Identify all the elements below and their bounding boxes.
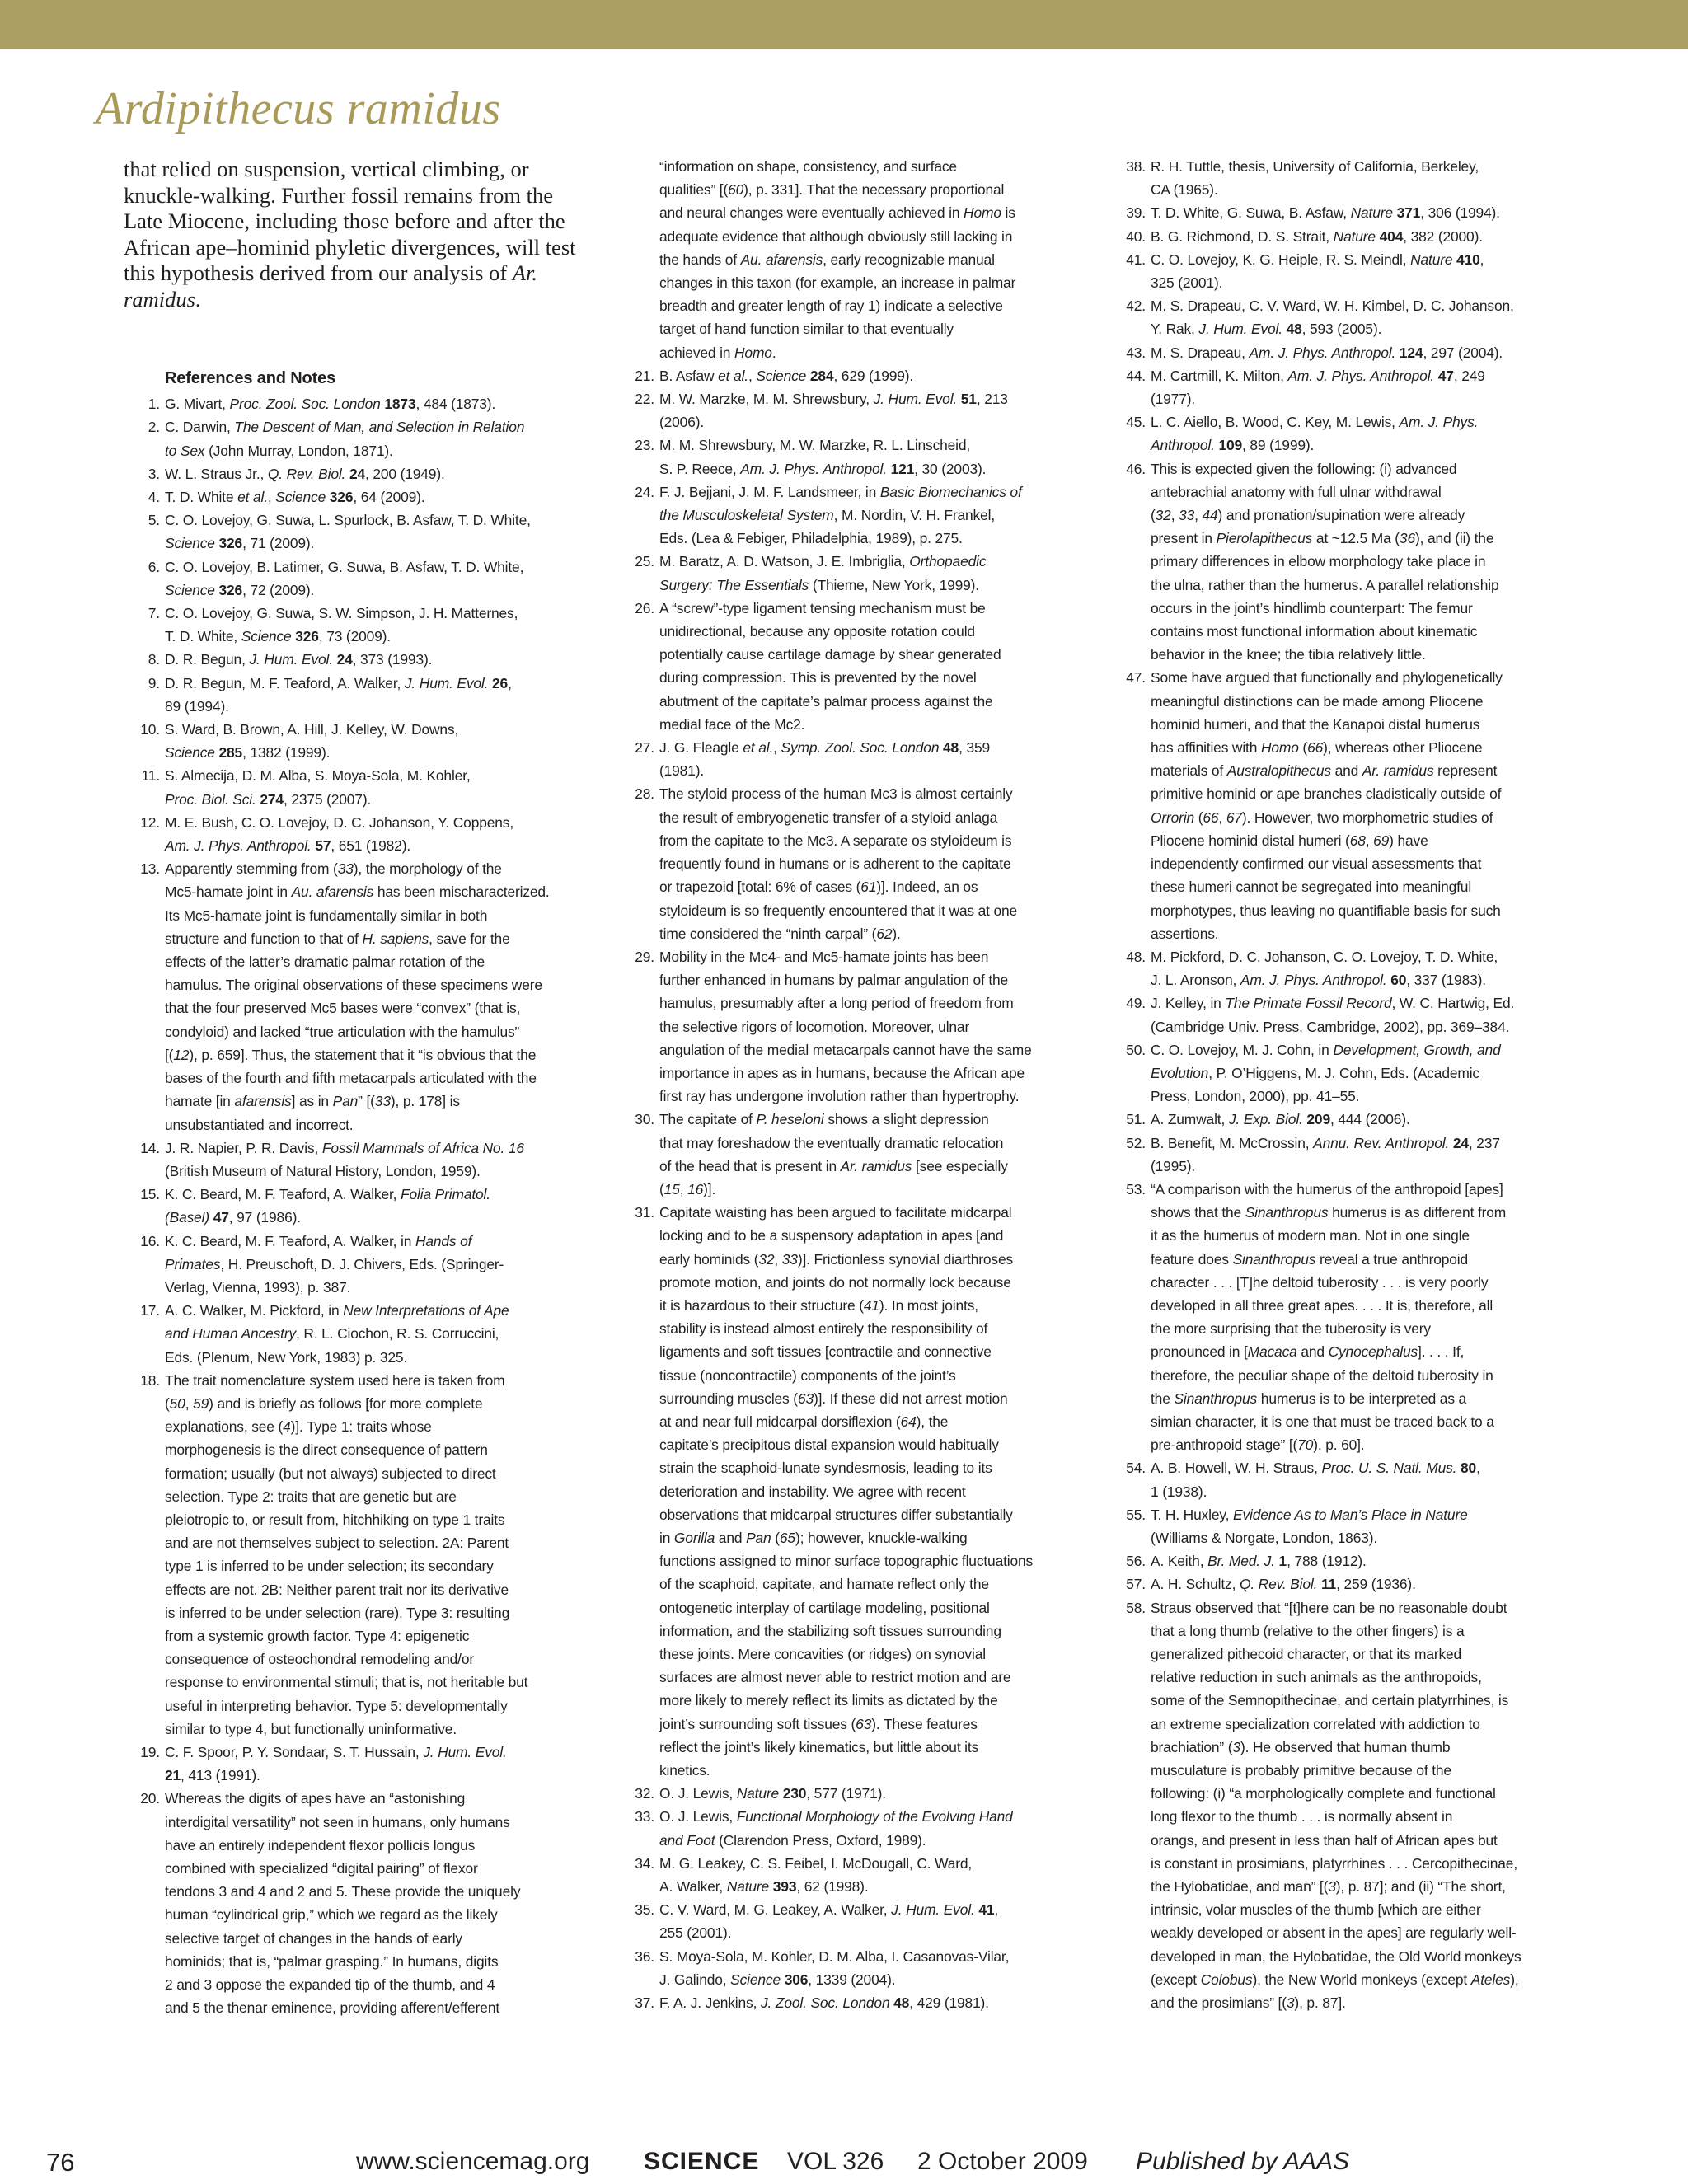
footer-url: www.sciencemag.org (356, 2148, 590, 2175)
reference-number: 57. (1126, 1576, 1146, 1593)
reference-number: 49. (1126, 995, 1146, 1012)
reference-text: B. Benefit, M. McCrossin, Annu. Rev. Anthropol. 24, 237 (1995). (1151, 1134, 1500, 1174)
reference-text: Mobility in the Mc4- and Mc5-hamate joints has been further enhanced in humans by palmar angulation of the hamulus, presumably after a long period of freedom from the selective rigors of locomotion. Moreover, ulnar angulation of the medial metacarpals cannot have the same importance in apes as in humans, because the African ape first ray has undergone involution rather than hypertrophy. (659, 948, 1032, 1105)
reference-item (628, 1201, 1080, 1782)
reference-item (628, 736, 1080, 782)
reference-text: A. Zumwalt, J. Exp. Biol. 209, 444 (2006). (1151, 1111, 1410, 1128)
reference-item (1119, 248, 1573, 294)
reference-text: F. A. J. Jenkins, J. Zool. Soc. London 48, 429 (1981). (659, 1994, 989, 2012)
references-heading: References and Notes (165, 369, 336, 387)
reference-text: M. E. Bush, C. O. Lovejoy, D. C. Johanson, Y. Coppens, Am. J. Phys. Anthropol. 57, 651 (1982). (165, 813, 514, 855)
reference-text: M. G. Leakey, C. S. Feibel, I. McDougall, C. Ward, A. Walker, Nature 393, 62 (1998). (659, 1854, 973, 1896)
reference-number: 2. (148, 419, 160, 436)
reference-text: S. Ward, B. Brown, A. Hill, J. Kelley, W. Downs, Science 285, 1382 (1999). (165, 721, 459, 762)
reference-text: Capitate waisting has been argued to facilitate midcarpal locking and to be a suspensory adaptation in apes [and early hominids (32, 33)]. Frictionless synovial diarthroses promote motion, and joints do not normally lock because it is hazardous to their structure (41). In most joints, stability is instead almost entirely the responsibility of ligaments and soft tissues [contractile and connective tissue (noncontractile) components of the joint’s surrounding muscles (63)]. If these did not arrest motion at and near full midcarpal dorsiflexion (64), the capitate’s precipitous distal expansion would habitually strain the scaphoid-lunate syndesmosis, leading to its deterioration and instability. We agree with recent observations that midcarpal structures differ substantially in Gorilla and Pan (65); however, knuckle-walking functions assigned to minor surface topographic fluctuations of the scaphoid, capitate, and hamate reflect only the ontogenetic interplay of cartilage modeling, positional information, and the stabilizing soft tissues surrounding these joints. Mere concavities (or ridges) on synovial surfaces are almost never able to restrict motion and are more likely to merely reflect its limits as dictated by the joint’s surrounding soft tissues (63). These features reflect the joint’s likely kinematics, but little about its kinetics. (659, 1204, 1034, 1779)
reference-number: 50. (1126, 1041, 1146, 1058)
reference-item (1119, 1178, 1573, 1456)
reference-text: T. D. White et al., Science 326, 64 (2009). (165, 489, 425, 506)
reference-item (1119, 410, 1573, 457)
reference-number: 38. (1126, 158, 1146, 175)
reference-number: 1. (148, 396, 160, 413)
reference-text: The capitate of P. heseloni shows a slight depression that may foreshadow the eventually dramatic relocation of the head that is present in Ar. ramidus [see especially (15, 16)]. (659, 1111, 1008, 1197)
reference-item (628, 1805, 1080, 1851)
reference-number: 40. (1126, 227, 1146, 245)
reference-text: G. Mivart, Proc. Zool. Soc. London 1873, 484 (1873). (165, 396, 496, 413)
reference-text: “A comparison with the humerus of the anthropoid [apes] shows that the Sinanthropus humerus is as different from it as the humerus of modern man. Not in one single feature does Sinanthropus reveal a true anthropoid character . . . [T]he deltoid tuberosity . . . is very poorly developed in all three great apes. . . . It is, therefore, all the more surprising that the tuberosity is very pronounced in [Macaca and Cynocephalus]. . . . If, therefore, the peculiar shape of the deltoid tuberosity in the Sinanthropus humerus is to be interpreted as a simian character, it is one that must be traced back to a pre-anthropoid stage” [(70), p. 60]. (1151, 1180, 1507, 1454)
reference-item (134, 415, 585, 462)
reference-item (628, 1108, 1080, 1201)
reference-item (1119, 364, 1573, 410)
reference-item (628, 480, 1080, 551)
reference-number: 33. (635, 1808, 654, 1825)
reference-number: 10. (140, 721, 160, 738)
reference-item (1119, 666, 1573, 944)
reference-item (628, 1898, 1080, 1944)
reference-text: J. G. Fleagle et al., Symp. Zool. Soc. London 48, 359 (1981). (659, 739, 991, 780)
reference-item (628, 550, 1080, 596)
reference-item (1119, 945, 1573, 991)
reference-text: This is expected given the following: (i) advanced antebrachial anatomy with full ulnar withdrawal (32, 33, 44) and pronation/supination were already present in Pierolapithecus at ~12.5 Ma (36), and (ii) the primary differences in elbow morphology take place in the ulna, rather than the humerus. A parallel relationship occurs in the joint’s hindlimb counterpart: The femur contains most functional information about kinematic behavior in the knee; the tibia relatively little. (1151, 460, 1499, 663)
reference-number: 46. (1126, 460, 1146, 477)
reference-item (1119, 1038, 1573, 1108)
reference-number: 3. (148, 465, 160, 482)
footer-date: 2 October 2009 (917, 2148, 1088, 2175)
reference-text: M. Pickford, D. C. Johanson, C. O. Lovejoy, T. D. White, J. L. Aronson, Am. J. Phys. Anthropol. 60, 337 (1983). (1151, 948, 1498, 989)
reference-number: 25. (635, 553, 654, 570)
reference-number: 36. (635, 1947, 654, 1965)
reference-text: B. Asfaw et al., Science 284, 629 (1999). (659, 367, 914, 384)
reference-number: 11. (141, 767, 160, 785)
reference-number: 26. (635, 599, 654, 616)
reference-number: 53. (1126, 1180, 1146, 1197)
reference-item (1119, 225, 1573, 248)
reference-number: 5. (148, 512, 160, 529)
reference-text: D. R. Begun, M. F. Teaford, A. Walker, J. Hum. Evol. 26, 89 (1994). (165, 674, 512, 715)
reference-item (628, 434, 1080, 480)
reference-number: 48. (1126, 948, 1146, 965)
reference-number: 52. (1126, 1134, 1146, 1151)
reference-text: Straus observed that “[t]here can be no reasonable doubt that a long thumb (relative to the other fingers) is a generalized pithecoid character, or that its marked relative reduction in such animals as the anthropoids, some of the Semnopithecinae, and certain platyrrhines, is an extreme specialization correlated with addiction to brachiation” (3). He observed that human thumb musculature is probably primitive because of the following: (i) “a morphologically complete and functional long flexor to the thumb . . . is normally absent in orangs, and present in less than half of African apes but is constant in prosimians, platyrrhines . . . Cercopithecinae, the Hylobatidae, and man” [(3), p. 87]; and (ii) “The short, intrinsic, volar muscles of the thumb [which are either weakly developed or absent in the apes] are regularly well- developed in man, the Hylobatidae, the Old World monkeys (except Colobus), the New World monkeys (except Ateles), and the prosimians” [(3), p. 87]. (1151, 1599, 1522, 2012)
reference-item (628, 945, 1080, 1108)
reference-number: 55. (1126, 1506, 1146, 1523)
reference-text: C. O. Lovejoy, K. G. Heiple, R. S. Meindl, Nature 410, 325 (2001). (1151, 251, 1484, 292)
reference-text: D. R. Begun, J. Hum. Evol. 24, 373 (1993). (165, 651, 433, 668)
reference-item (1119, 1108, 1573, 1131)
reference-item (1119, 201, 1573, 224)
reference-number: 12. (140, 813, 160, 831)
reference-number: 15. (140, 1186, 160, 1203)
reference-item (134, 1741, 585, 1787)
reference-item (628, 364, 1080, 387)
reference-item (1119, 1572, 1573, 1596)
reference-number: 44. (1126, 367, 1146, 384)
reference-number: 41. (1126, 251, 1146, 268)
footer-volume: VOL 326 (787, 2148, 884, 2175)
reference-text: C. O. Lovejoy, B. Latimer, G. Suwa, B. Asfaw, T. D. White, Science 326, 72 (2009). (165, 558, 524, 598)
reference-number: 47. (1126, 669, 1146, 687)
reference-item (628, 387, 1080, 434)
references-column-3 (1119, 155, 1573, 2014)
reference-item (1119, 155, 1573, 201)
reference-item (628, 1852, 1080, 1898)
reference-item (134, 1183, 585, 1229)
reference-number: 43. (1126, 344, 1146, 361)
reference-item (134, 648, 585, 671)
reference-text: A. C. Walker, M. Pickford, in New Interpretations of Ape and Human Ancestry, R. L. Ciochon, R. S. Corruccini, Eds. (Plenum, New York, 1983) p. 325. (165, 1302, 509, 1366)
reference-item (134, 857, 585, 1136)
reference-text: C. O. Lovejoy, G. Suwa, L. Spurlock, B. Asfaw, T. D. White, Science 326, 71 (2009). (165, 512, 531, 552)
reference-item (134, 462, 585, 485)
reference-number: 19. (140, 1743, 160, 1760)
reference-text: C. F. Spoor, P. Y. Sondaar, S. T. Hussain, J. Hum. Evol. 21, 413 (1991). (165, 1743, 507, 1784)
reference-text: The styloid process of the human Mc3 is almost certainly the result of embryogenetic transfer of a styloid anlaga from the capitate to the Mc3. A separate os styloideum is frequently found in humans or is adherent to the capitate or trapezoid [total: 6% of cases (61)]. Indeed, an os styloideum is so frequently encountered that it was at one time considered the “ninth carpal” (62). (659, 785, 1018, 942)
page-number: 76 (46, 2148, 75, 2177)
reference-item (628, 782, 1080, 944)
reference-number: 39. (1126, 204, 1146, 222)
reference-item (134, 811, 585, 857)
reference-item (134, 1787, 585, 2019)
reference-continuation (628, 155, 1080, 364)
reference-number: 13. (140, 860, 160, 878)
page-footer (0, 2148, 1688, 2181)
reference-item (134, 1369, 585, 1741)
reference-number: 22. (635, 391, 654, 408)
reference-text: A. B. Howell, W. H. Straus, Proc. U. S. Natl. Mus. 80, 1 (1938). (1151, 1460, 1480, 1500)
references-column-1 (134, 367, 585, 2019)
reference-number: 29. (635, 948, 654, 965)
reference-number: 4. (148, 489, 160, 506)
reference-text: O. J. Lewis, Functional Morphology of the Evolving Hand and Foot (Clarendon Press, Oxford, 1989). (659, 1808, 1013, 1849)
reference-number: 7. (148, 605, 160, 622)
reference-item (134, 555, 585, 602)
reference-item (134, 509, 585, 555)
reference-item (1119, 991, 1573, 1038)
reference-item (134, 1299, 585, 1369)
reference-text: A “screw”-type ligament tensing mechanism must be unidirectional, because any opposite rotation could potentially cause cartilage damage by shear generated during compression. This is prevented by the novel abutment of the capitate’s palmar process against the medial face of the Mc2. (659, 599, 1001, 733)
reference-text: The trait nomenclature system used here is taken from (50, 59) and is briefly as follows [for more complete explanations, see (4)]. Type 1: traits whose morphogenesis is the direct consequence of pattern formation; usually (but not always) subjected to direct selection. Type 2: traits that are genetic but are pleiotropic to, or result from, hitchhiking on type 1 traits and are not themselves subject to selection. 2A: Parent type 1 is inferred to be under selection; its secondary effects are not. 2B: Neither parent trait nor its derivative is inferred to be under selection (rare). Type 3: resulting from a systemic growth factor. Type 4: epigenetic consequence of osteochondral remodeling and/or response to environmental stimuli; that is, not heritable but useful in interpreting behavior. Type 5: developmentally similar to type 4, but functionally uninformative. (165, 1371, 528, 1737)
reference-text: M. S. Drapeau, Am. J. Phys. Anthropol. 124, 297 (2004). (1151, 344, 1503, 361)
reference-item (1119, 457, 1573, 667)
reference-number: 14. (140, 1139, 160, 1156)
reference-number: 42. (1126, 298, 1146, 315)
reference-number: 16. (140, 1232, 160, 1249)
reference-text: “information on shape, consistency, and surface qualities” [(60), p. 331]. That the necessary proportional and neural changes were eventually achieved in Homo is adequate evidence that although obviously still lacking in the hands of Au. afarensis, early recognizable manual changes in this taxon (for example, an increase in palmar breadth and greater length of ray 1) indicate a selective target of hand function similar to that eventually achieved in Homo. (659, 158, 1016, 361)
reference-text: C. O. Lovejoy, M. J. Cohn, in Development, Growth, and Evolution, P. O’Higgens, M. J. Cohn, Eds. (Academic Press, London, 2000), pp. 41–55. (1151, 1041, 1501, 1105)
reference-item (1119, 1596, 1573, 2015)
reference-item (1119, 294, 1573, 340)
reference-number: 28. (635, 785, 654, 803)
reference-item (134, 1137, 585, 1183)
reference-text: C. V. Ward, M. G. Leakey, A. Walker, J. Hum. Evol. 41, 255 (2001). (659, 1901, 999, 1942)
reference-text: C. Darwin, The Descent of Man, and Selection in Relation to Sex (John Murray, London, 1871). (165, 419, 525, 459)
reference-text: M. Cartmill, K. Milton, Am. J. Phys. Anthropol. 47, 249 (1977). (1151, 367, 1485, 408)
reference-text: O. J. Lewis, Nature 230, 577 (1971). (659, 1785, 886, 1802)
reference-item (628, 1991, 1080, 2014)
reference-text: T. H. Huxley, Evidence As to Man’s Place in Nature (Williams & Norgate, London, 1863). (1151, 1506, 1468, 1546)
reference-text: L. C. Aiello, B. Wood, C. Key, M. Lewis, Am. J. Phys. Anthropol. 109, 89 (1999). (1151, 414, 1479, 454)
reference-text: A. H. Schultz, Q. Rev. Biol. 11, 259 (1936). (1151, 1576, 1416, 1593)
reference-item (1119, 1132, 1573, 1178)
reference-text: M. Baratz, A. D. Watson, J. E. Imbriglia, Orthopaedic Surgery: The Essentials (Thieme, New York, 1999). (659, 553, 987, 593)
reference-item (134, 764, 585, 810)
references-column-2 (628, 155, 1080, 2014)
reference-item (1119, 1456, 1573, 1502)
reference-text: C. O. Lovejoy, G. Suwa, S. W. Simpson, J. H. Matternes, T. D. White, Science 326, 73 (2009). (165, 605, 518, 645)
reference-number: 18. (140, 1371, 160, 1389)
reference-text: M. S. Drapeau, C. V. Ward, W. H. Kimbel, D. C. Johanson, Y. Rak, J. Hum. Evol. 48, 593 (2005). (1151, 298, 1514, 338)
reference-number: 17. (140, 1302, 160, 1319)
reference-number: 24. (635, 483, 654, 500)
reference-number: 32. (635, 1785, 654, 1802)
reference-item (628, 1945, 1080, 1991)
reference-text: Whereas the digits of apes have an “astonishing interdigital versatility” not seen in humans, only humans have an entirely independent flexor pollicis longus combined with specialized “digital pairing” of flexor tendons 3 and 4 and 2 and 5. These provide the uniquely human “cylindrical grip,” which we regard as the likely selective target of changes in the hands of early hominids; that is, “palmar grasping.” In humans, digits 2 and 3 oppose the expanded tip of the thumb, and 4 and 5 the thenar eminence, providing afferent/efferent (165, 1790, 521, 2017)
reference-text: S. Moya-Sola, M. Kohler, D. M. Alba, I. Casanovas-Vilar, J. Galindo, Science 306, 1339 (2004). (659, 1947, 1010, 1988)
reference-number: 31. (635, 1204, 654, 1221)
reference-item (134, 672, 585, 718)
reference-text: K. C. Beard, M. F. Teaford, A. Walker, in Hands of Primates, H. Preuschoft, D. J. Chivers, Eds. (Springer- Verlag, Vienna, 1993), p. 387. (165, 1232, 504, 1296)
reference-item (628, 597, 1080, 736)
reference-item (1119, 1549, 1573, 1572)
reference-text: M. M. Shrewsbury, M. W. Marzke, R. L. Linscheid, S. P. Reece, Am. J. Phys. Anthropol. 121, 30 (2003). (659, 437, 987, 477)
running-head: Ardipithecus ramidus (96, 83, 501, 134)
reference-text: B. G. Richmond, D. S. Strait, Nature 404, 382 (2000). (1151, 227, 1483, 245)
reference-number: 56. (1126, 1553, 1146, 1570)
reference-text: J. R. Napier, P. R. Davis, Fossil Mammals of Africa No. 16 (British Museum of Natural History, London, 1959). (165, 1139, 524, 1179)
reference-text: S. Almecija, D. M. Alba, S. Moya-Sola, M. Kohler, Proc. Biol. Sci. 274, 2375 (2007). (165, 767, 471, 808)
reference-text: F. J. Bejjani, J. M. F. Landsmeer, in Basic Biomechanics of the Musculoskeletal System, M. Nordin, V. H. Frankel, Eds. (Lea & Febiger, Philadelphia, 1989), p. 275. (659, 483, 1022, 547)
reference-item (1119, 341, 1573, 364)
reference-item (1119, 1503, 1573, 1549)
reference-text: J. Kelley, in The Primate Fossil Record, W. C. Hartwig, Ed. (Cambridge Univ. Press, Cambridge, 2002), pp. 369–384. (1151, 995, 1515, 1035)
top-color-band (0, 0, 1688, 49)
reference-number: 37. (635, 1994, 654, 2012)
reference-text: T. D. White, G. Suwa, B. Asfaw, Nature 371, 306 (1994). (1151, 204, 1500, 222)
reference-text: R. H. Tuttle, thesis, University of California, Berkeley, CA (1965). (1151, 158, 1479, 199)
reference-text: K. C. Beard, M. F. Teaford, A. Walker, Folia Primatol. (Basel) 47, 97 (1986). (165, 1186, 490, 1226)
reference-item (134, 1230, 585, 1300)
reference-item (628, 1782, 1080, 1805)
reference-number: 8. (148, 651, 160, 668)
reference-number: 20. (140, 1790, 160, 1807)
footer-publisher: Published by AAAS (1136, 2148, 1350, 2175)
reference-text: Some have argued that functionally and phylogenetically meaningful distinctions can be made among Pliocene hominid humeri, and that the Kanapoi distal humerus has affinities with Homo (66), whereas other Pliocene materials of Australopithecus and Ar. ramidus represent primitive hominid or ape branches cladistically outside of Orrorin (66, 67). However, two morphometric studies of Pliocene hominid distal humeri (68, 69) have independently confirmed our visual assessments that these humeri cannot be segregated into meaningful morphotypes, thus leaving no quantifiable basis for such assertions. (1151, 669, 1503, 942)
reference-item (134, 485, 585, 509)
reference-number: 21. (635, 367, 654, 384)
reference-number: 6. (148, 558, 160, 575)
reference-text: W. L. Straus Jr., Q. Rev. Biol. 24, 200 (1949). (165, 465, 445, 482)
body-paragraph: that relied on suspension, vertical climbing, or knuckle-walking. Further fossil remains from the Late Miocene, including those before and after the African ape–hominid phyletic divergences, will test this hypothesis derived from our analysis of Ar. ramidus. (124, 157, 576, 312)
reference-number: 34. (635, 1854, 654, 1872)
reference-text: Apparently stemming from (33), the morphology of the Mc5-hamate joint in Au. afarensis has been mischaracterized. Its Mc5-hamate joint is fundamentally similar in both structure and function to that of H. sapiens, save for the effects of the latter’s dramatic palmar rotation of the hamulus. The original observations of these specimens were that the four preserved Mc5 bases were “convex” (that is, condyloid) and lacked “true articulation with the hamulus” [(12), p. 659]. Thus, the statement that it “is obvious that the bases of the fourth and fifth metacarpals articulated with the hamate [in afarensis] as in Pan” [(33), p. 178] is unsubstantiated and incorrect. (165, 860, 550, 1133)
reference-number: 30. (635, 1111, 654, 1128)
reference-text: M. W. Marzke, M. M. Shrewsbury, J. Hum. Evol. 51, 213 (2006). (659, 391, 1008, 431)
reference-number: 23. (635, 437, 654, 454)
reference-item (134, 392, 585, 415)
reference-item (134, 718, 585, 764)
reference-number: 27. (635, 739, 654, 757)
reference-number: 45. (1126, 414, 1146, 431)
reference-text: A. Keith, Br. Med. J. 1, 788 (1912). (1151, 1553, 1367, 1570)
reference-number: 9. (148, 674, 160, 691)
reference-number: 51. (1126, 1111, 1146, 1128)
reference-number: 35. (635, 1901, 654, 1919)
reference-item (134, 602, 585, 648)
footer-journal-name: SCIENCE (644, 2148, 760, 2175)
reference-number: 58. (1126, 1599, 1146, 1616)
reference-number: 54. (1126, 1460, 1146, 1477)
